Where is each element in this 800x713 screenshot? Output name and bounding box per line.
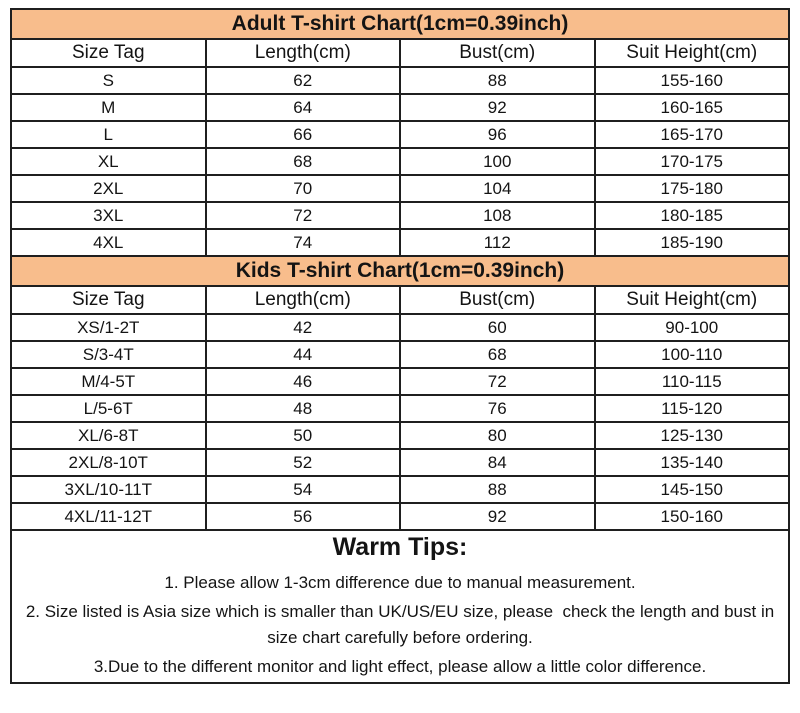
size-tag-cell: S xyxy=(11,67,206,94)
suit-height-cell: 145-150 xyxy=(595,476,790,503)
size-tag-cell: XL/6-8T xyxy=(11,422,206,449)
length-cell: 48 xyxy=(206,395,401,422)
suit-height-cell: 100-110 xyxy=(595,341,790,368)
length-cell: 62 xyxy=(206,67,401,94)
warm-tips-section xyxy=(11,530,789,683)
column-header-length: Length(cm) xyxy=(206,39,401,67)
warm-tips-heading: Warm Tips: xyxy=(332,533,468,561)
table-row xyxy=(11,341,789,368)
suit-height-cell: 185-190 xyxy=(595,229,790,256)
bust-cell: 72 xyxy=(400,368,595,395)
table-row xyxy=(11,202,789,229)
bust-cell: 84 xyxy=(400,449,595,476)
size-tag-cell: L/5-6T xyxy=(11,395,206,422)
length-cell: 64 xyxy=(206,94,401,121)
suit-height-cell: 115-120 xyxy=(595,395,790,422)
bust-cell: 104 xyxy=(400,175,595,202)
table-row xyxy=(11,476,789,503)
table-row xyxy=(11,314,789,341)
bust-cell: 112 xyxy=(400,229,595,256)
column-header-suit-height: Suit Height(cm) xyxy=(595,286,790,314)
length-cell: 46 xyxy=(206,368,401,395)
length-cell: 54 xyxy=(206,476,401,503)
size-tag-cell: XL xyxy=(11,148,206,175)
size-tag-cell: M/4-5T xyxy=(11,368,206,395)
suit-height-cell: 150-160 xyxy=(595,503,790,530)
length-cell: 42 xyxy=(206,314,401,341)
bust-cell: 80 xyxy=(400,422,595,449)
suit-height-cell: 175-180 xyxy=(595,175,790,202)
column-header-suit-height: Suit Height(cm) xyxy=(595,39,790,67)
table-row xyxy=(11,503,789,530)
suit-height-cell: 160-165 xyxy=(595,94,790,121)
length-cell: 56 xyxy=(206,503,401,530)
column-header-bust: Bust(cm) xyxy=(400,39,595,67)
table-row xyxy=(11,67,789,94)
length-cell: 66 xyxy=(206,121,401,148)
suit-height-cell: 90-100 xyxy=(595,314,790,341)
suit-height-cell: 170-175 xyxy=(595,148,790,175)
size-tag-cell: 4XL/11-12T xyxy=(11,503,206,530)
size-tag-cell: XS/1-2T xyxy=(11,314,206,341)
bust-cell: 76 xyxy=(400,395,595,422)
table-row xyxy=(11,121,789,148)
table-row xyxy=(11,395,789,422)
bust-cell: 88 xyxy=(400,476,595,503)
bust-cell: 60 xyxy=(400,314,595,341)
suit-height-cell: 155-160 xyxy=(595,67,790,94)
column-header-size-tag: Size Tag xyxy=(11,286,206,314)
warm-tips-row xyxy=(11,530,789,683)
size-chart-table xyxy=(10,8,790,684)
bust-cell: 92 xyxy=(400,503,595,530)
length-cell: 74 xyxy=(206,229,401,256)
length-cell: 72 xyxy=(206,202,401,229)
table-row xyxy=(11,368,789,395)
kids-chart-title: Kids T-shirt Chart(1cm=0.39inch) xyxy=(11,256,789,286)
adult-chart-title-row xyxy=(11,9,789,39)
suit-height-cell: 110-115 xyxy=(595,368,790,395)
size-tag-cell: 3XL xyxy=(11,202,206,229)
size-chart-sheet xyxy=(0,8,800,713)
suit-height-cell: 165-170 xyxy=(595,121,790,148)
bust-cell: 92 xyxy=(400,94,595,121)
adult-chart-title: Adult T-shirt Chart(1cm=0.39inch) xyxy=(11,9,789,39)
length-cell: 50 xyxy=(206,422,401,449)
column-header-size-tag: Size Tag xyxy=(11,39,206,67)
length-cell: 68 xyxy=(206,148,401,175)
table-row xyxy=(11,175,789,202)
kids-chart-header-row xyxy=(11,286,789,314)
size-tag-cell: S/3-4T xyxy=(11,341,206,368)
warm-tip-1: 1. Please allow 1-3cm difference due to manual measurement. xyxy=(164,573,636,592)
bust-cell: 68 xyxy=(400,341,595,368)
size-tag-cell: M xyxy=(11,94,206,121)
suit-height-cell: 180-185 xyxy=(595,202,790,229)
size-tag-cell: 3XL/10-11T xyxy=(11,476,206,503)
length-cell: 44 xyxy=(206,341,401,368)
suit-height-cell: 135-140 xyxy=(595,449,790,476)
kids-chart-title-row xyxy=(11,256,789,286)
size-tag-cell: 2XL/8-10T xyxy=(11,449,206,476)
warm-tip-3: 3.Due to the different monitor and light effect, please allow a little color difference. xyxy=(93,656,707,676)
adult-chart-header-row xyxy=(11,39,789,67)
length-cell: 52 xyxy=(206,449,401,476)
table-row xyxy=(11,422,789,449)
column-header-bust: Bust(cm) xyxy=(400,286,595,314)
suit-height-cell: 125-130 xyxy=(595,422,790,449)
bust-cell: 108 xyxy=(400,202,595,229)
table-row xyxy=(11,229,789,256)
table-row xyxy=(11,94,789,121)
size-tag-cell: 2XL xyxy=(11,175,206,202)
table-row xyxy=(11,449,789,476)
table-row xyxy=(11,148,789,175)
column-header-length: Length(cm) xyxy=(206,286,401,314)
bust-cell: 88 xyxy=(400,67,595,94)
bust-cell: 100 xyxy=(400,148,595,175)
warm-tip-2: 2. Size listed is Asia size which is smaller than UK/US/EU size, please check the length and bust in size chart carefully before ordering. xyxy=(25,601,779,648)
size-tag-cell: 4XL xyxy=(11,229,206,256)
size-tag-cell: L xyxy=(11,121,206,148)
bust-cell: 96 xyxy=(400,121,595,148)
length-cell: 70 xyxy=(206,175,401,202)
